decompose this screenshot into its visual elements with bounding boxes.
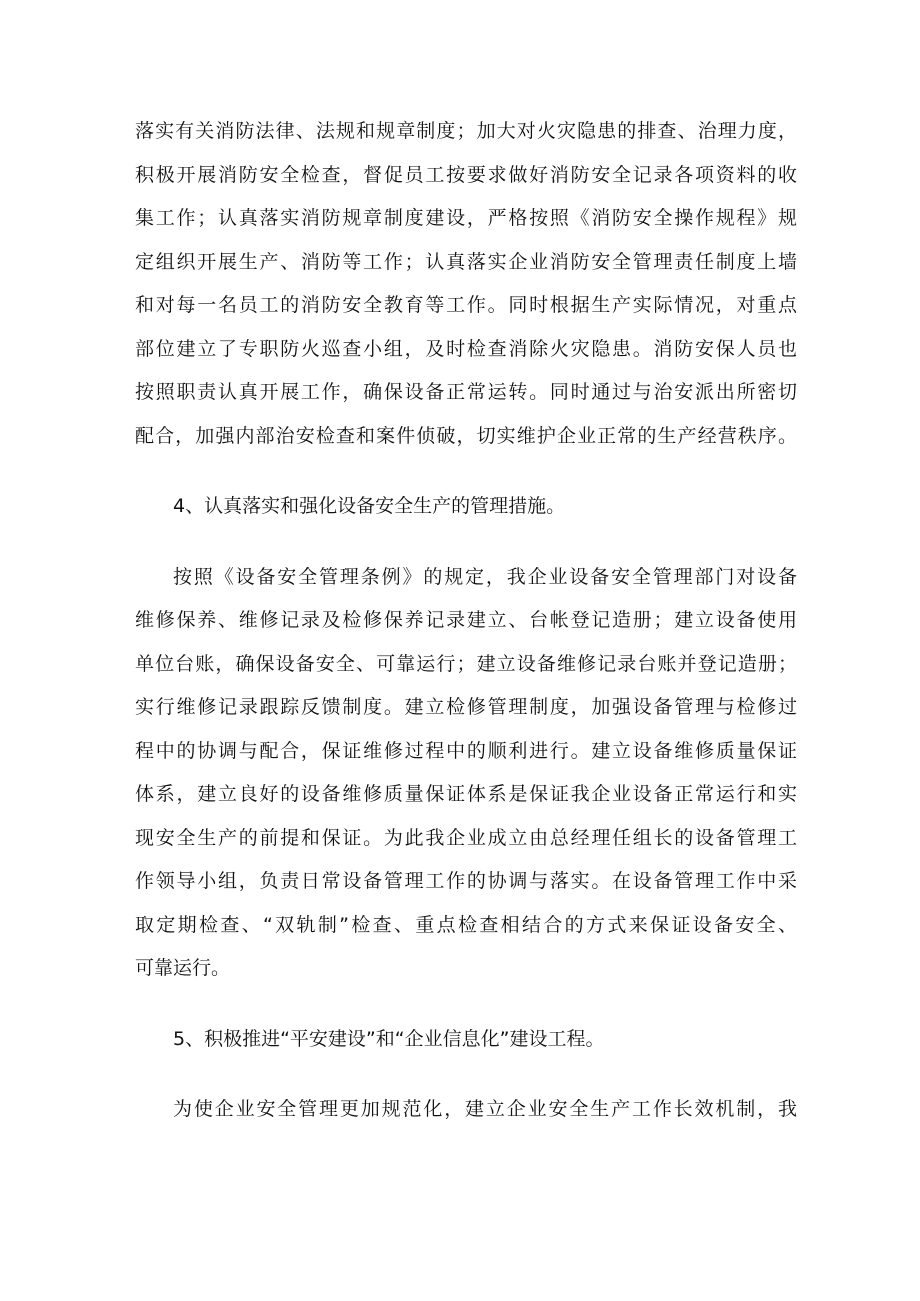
paragraph-line: 实行维修记录跟踪反馈制度。建立检修管理制度，加强设备管理与检修过	[135, 696, 797, 718]
paragraph-line: 部位建立了专职防火巡查小组，及时检查消除火灾隐患。消防安保人员也	[135, 337, 797, 360]
paragraph-line: 作领导小组，负责日常设备管理工作的协调与落实。在设备管理工作中采	[135, 870, 797, 892]
section-heading-4: 4、认真落实和强化设备安全生产的管理措施。	[173, 495, 566, 517]
paragraph-line: 集工作；认真落实消防规章制度建设，严格按照《消防安全操作规程》规	[135, 207, 797, 229]
paragraph-line: 为使企业安全管理更加规范化，建立企业安全生产工作长效机制，我	[173, 1098, 797, 1120]
paragraph-line: 按照《设备安全管理条例》的规定，我企业设备安全管理部门对设备	[173, 565, 797, 588]
paragraph-spacer	[135, 1061, 797, 1088]
paragraph-line: 现安全生产的前提和保证。为此我企业成立由总经理任组长的设备管理工	[135, 826, 797, 849]
paragraph-spacer	[135, 458, 797, 485]
section-heading-5: 5、积极推进“平安建设”和“企业信息化”建设工程。	[173, 1027, 605, 1050]
paragraph-line: 程中的协调与配合，保证维修过程中的顺利进行。建立设备维修质量保证	[135, 739, 797, 762]
paragraph-line: 和对每一名员工的消防安全教育等工作。同时根据生产实际情况，对重点	[135, 294, 797, 316]
paragraph-fire-safety	[135, 110, 797, 458]
paragraph-line: 体系，建立良好的设备维修质量保证体系是保证我企业设备正常运行和实	[135, 783, 797, 805]
paragraph-line: 按照职责认真开展工作，确保设备正常运转。同时通过与治安派出所密切	[135, 381, 797, 403]
paragraph-standardization	[135, 1088, 797, 1132]
paragraph-line: 积极开展消防安全检查，督促员工按要求做好消防安全记录各项资料的收	[135, 163, 797, 186]
paragraph-line: 定组织开展生产、消防等工作；认真落实企业消防安全管理责任制度上墙	[135, 250, 797, 273]
paragraph-line: 取定期检查、“双轨制”检查、重点检查相结合的方式来保证设备安全、	[135, 913, 797, 936]
document-body	[135, 110, 797, 1132]
paragraph-line: 单位台账，确保设备安全、可靠运行；建立设备维修记录台账并登记造册；	[135, 652, 797, 675]
paragraph-line: 落实有关消防法律、法规和规章制度；加大对火灾隐患的排查、治理力度，	[135, 120, 797, 142]
paragraph-line: 维修保养、维修记录及检修保养记录建立、台帐登记造册；建立设备使用	[135, 609, 797, 631]
paragraph-equipment-safety	[135, 556, 797, 991]
paragraph-line: 可靠运行。	[135, 957, 231, 979]
paragraph-spacer	[135, 991, 797, 1018]
paragraph-line: 配合，加强内部治安检查和案件侦破，切实维护企业正常的生产经营秩序。	[135, 424, 797, 447]
paragraph-spacer	[135, 529, 797, 556]
